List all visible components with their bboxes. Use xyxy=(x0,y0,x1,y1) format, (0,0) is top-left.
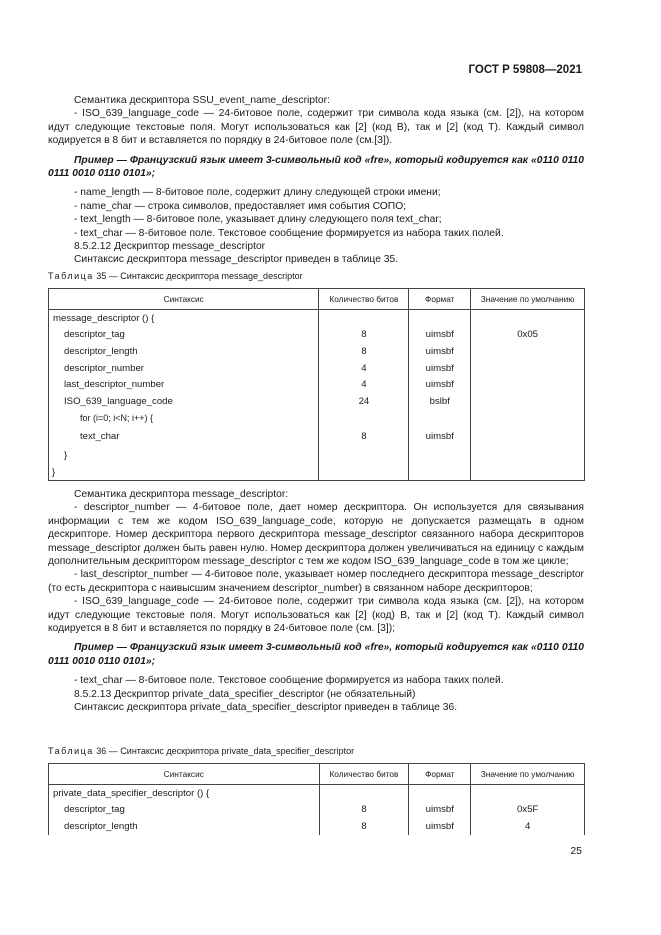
caption-word: Таблица xyxy=(48,746,94,756)
table-row xyxy=(49,343,585,360)
paragraph: Семантика дескриптора SSU_event_name_descriptor: xyxy=(74,95,330,106)
syntax-cell: for (i=0; i<N; i++) { xyxy=(49,410,319,427)
table-row xyxy=(49,785,585,802)
syntax-cell: } xyxy=(49,464,319,481)
bits-cell: 24 xyxy=(319,393,409,410)
paragraph: - descriptor_number — 4-битовое поле, дает номер дескриптора. Он используется для связывания информации с тем же кодом ISO_639_language_code, которую не допускается размещать в одном дескрипторе. Номер дескриптора первого дескриптора message_descriptor связанного набора дескрипторов message_descriptor должен быть равен нулю. Номер дескриптора должен увеличиваться на единицу с каждым дополнительным дескриптором message_descriptor с тем же кодом ISO_639_language_code в том же цикле; xyxy=(48,502,584,568)
default-cell xyxy=(471,447,585,464)
table-row xyxy=(49,376,585,393)
default-cell xyxy=(471,410,585,427)
paragraph: - name_char — строка символов, предоставляет имя события СОПО; xyxy=(74,200,407,212)
example-note: Пример — Французский язык имеет 3-символьный код «fre», который кодируется как «0110 0110 0111 0010 0110 0101»; xyxy=(48,642,584,667)
default-cell xyxy=(471,785,585,802)
syntax-cell: descriptor_length xyxy=(49,343,319,360)
syntax-cell: descriptor_tag xyxy=(49,327,319,344)
default-cell xyxy=(471,360,585,377)
bits-cell xyxy=(319,310,409,327)
caption-text: 36 — Синтаксис дескриптора private_data_specifier_descriptor xyxy=(93,746,355,756)
column-header: Формат xyxy=(409,764,471,785)
table-row xyxy=(49,310,585,327)
format-cell: bslbf xyxy=(409,393,471,410)
paragraph: - last_descriptor_number — 4-битовое поле, указывает номер последнего дескриптора message_descriptor (то есть дескриптора с наивысшим значением descriptor_number) в связанном наборе дескрипторов; xyxy=(48,569,584,594)
format-cell xyxy=(409,785,471,802)
paragraph: - text_char — 8-битовое поле. Текстовое сообщение формируется из набора таких полей. xyxy=(74,227,504,239)
table-35 xyxy=(48,288,585,481)
format-cell: uimsbf xyxy=(409,376,471,393)
bits-cell xyxy=(319,785,409,802)
column-header: Значение по умолчанию xyxy=(471,289,585,310)
column-header: Количество битов xyxy=(319,289,409,310)
default-cell xyxy=(471,426,585,447)
format-cell: uimsbf xyxy=(409,802,471,819)
paragraph: Синтаксис дескриптора message_descriptor приведен в таблице 35. xyxy=(74,254,399,266)
column-header: Синтаксис xyxy=(49,764,320,785)
bits-cell: 4 xyxy=(319,376,409,393)
bits-cell: 4 xyxy=(319,360,409,377)
table-row xyxy=(49,327,585,344)
table-row xyxy=(49,410,585,427)
default-cell: 0x05 xyxy=(471,327,585,344)
table-row xyxy=(49,426,585,447)
column-header: Формат xyxy=(409,289,471,310)
bits-cell: 8 xyxy=(319,802,409,819)
caption-word: Таблица xyxy=(48,271,94,281)
format-cell xyxy=(409,464,471,481)
default-cell xyxy=(471,310,585,327)
caption-text: 35 — Синтаксис дескриптора message_descriptor xyxy=(93,271,303,281)
standard-header: ГОСТ Р 59808—2021 xyxy=(468,64,582,76)
syntax-cell: ISO_639_language_code xyxy=(49,393,319,410)
bits-cell xyxy=(319,410,409,427)
format-cell: uimsbf xyxy=(409,360,471,377)
format-cell: uimsbf xyxy=(409,327,471,344)
default-cell xyxy=(471,464,585,481)
syntax-cell: text_char xyxy=(49,426,319,447)
default-cell xyxy=(471,376,585,393)
syntax-cell: } xyxy=(49,447,319,464)
example-note: Пример — Французский язык имеет 3-символьный код «fre», который кодируется как «0110 0110 0111 0010 0110 0101»; xyxy=(48,154,584,180)
column-header: Значение по умолчанию xyxy=(471,764,585,785)
bits-cell: 8 xyxy=(319,327,409,344)
format-cell xyxy=(409,310,471,327)
semantics-block-2 xyxy=(48,488,584,715)
bits-cell: 8 xyxy=(319,343,409,360)
paragraph: Семантика дескриптора message_descriptor: xyxy=(74,489,289,500)
default-cell: 0x5F xyxy=(471,802,585,819)
table-row xyxy=(49,447,585,464)
format-cell: uimsbf xyxy=(409,426,471,447)
section-heading: 8.5.2.12 Дескриптор message_descriptor xyxy=(74,241,266,253)
bits-cell xyxy=(319,464,409,481)
format-cell xyxy=(409,447,471,464)
syntax-cell: message_descriptor () { xyxy=(49,310,319,327)
syntax-cell: descriptor_number xyxy=(49,360,319,377)
paragraph: - ISO_639_language_code — 24-битовое поле, содержит три символа кода языка (см. [2]), на котором идут следующие текстовые поля. Могут использоваться как [2] (код B), так и [2] (код T). Каждый символ кодируется в 8 бит и вставляется по порядку в 24-битовое поле (см.[3]). xyxy=(48,108,584,147)
default-cell xyxy=(471,343,585,360)
bits-cell: 8 xyxy=(319,818,409,835)
table-row xyxy=(49,464,585,481)
format-cell: uimsbf xyxy=(409,343,471,360)
section-heading: 8.5.2.13 Дескриптор private_data_specifier_descriptor (не обязательный) xyxy=(74,688,416,700)
bits-cell xyxy=(319,447,409,464)
syntax-cell: private_data_specifier_descriptor () { xyxy=(49,785,320,802)
paragraph: Синтаксис дескриптора private_data_specifier_descriptor приведен в таблице 36. xyxy=(74,702,458,714)
table-row xyxy=(49,360,585,377)
format-cell: uimsbf xyxy=(409,818,471,835)
paragraph: - ISO_639_language_code — 24-битовое поле, содержит три символа кода языка (см. [2]), на котором идут следующие текстовые поля. Могут использоваться как [2] (код) B, так и [2] (код T). Каждый символ кодируется в 8 бит и вставляется по порядку в 24-битовое поле (см. [3]); xyxy=(48,596,584,635)
syntax-cell: descriptor_length xyxy=(49,818,320,835)
table-row xyxy=(49,393,585,410)
table-36 xyxy=(48,763,585,835)
syntax-cell: descriptor_tag xyxy=(49,802,320,819)
paragraph: - text_length — 8-битовое поле, указывает длину следующего поля text_char; xyxy=(74,214,442,226)
column-header: Синтаксис xyxy=(49,289,319,310)
default-cell xyxy=(471,393,585,410)
table-36-caption xyxy=(48,746,354,756)
default-cell: 4 xyxy=(471,818,585,835)
paragraph: - text_char — 8-битовое поле. Текстовое сообщение формируется из набора таких полей. xyxy=(74,675,504,687)
table-row xyxy=(49,818,585,835)
column-header: Количество битов xyxy=(319,764,409,785)
syntax-cell: last_descriptor_number xyxy=(49,376,319,393)
format-cell xyxy=(409,410,471,427)
table-35-caption xyxy=(48,271,303,281)
paragraph: - name_length — 8-битовое поле, содержит длину следующей строки имени; xyxy=(74,187,441,199)
semantics-block-1 xyxy=(48,94,584,267)
page-number: 25 xyxy=(570,845,582,857)
table-row xyxy=(49,802,585,819)
bits-cell: 8 xyxy=(319,426,409,447)
